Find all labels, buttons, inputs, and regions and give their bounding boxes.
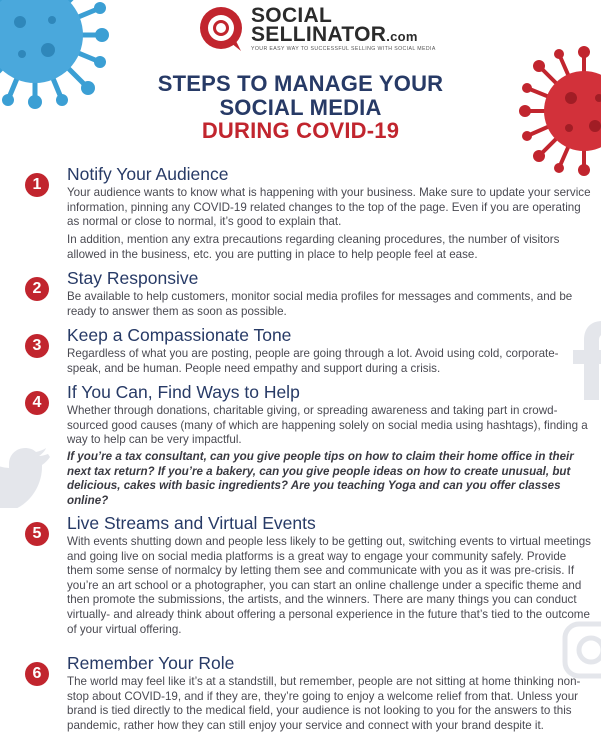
page-title-line2: SOCIAL MEDIA [219,95,382,120]
step-number-badge: 5 [25,522,49,546]
step-title: Stay Responsive [67,268,199,288]
step-number-badge: 3 [25,334,49,358]
brand-header [197,3,457,55]
page-title-line3: DURING COVID-19 [201,118,400,143]
step-paragraph: In addition, mention any extra precautions regarding cleaning procedures, the number of visitors allowed in the business, etc. you are putting in place to help people feel at ease. [67,233,560,261]
twitter-icon [0,448,50,508]
brand-name-line1: SOCIAL [251,4,333,27]
step-paragraph: Whether through donations, charitable giving, or spreading awareness and taking part in crowd-sourced good causes (many of which are happening solely on social media using hashtags), finding a way to help can be very impactful. [67,404,588,447]
step-title: Live Streams and Virtual Events [67,513,316,533]
brand-name-suffix: .com [386,29,418,44]
step-paragraph: Be available to help customers, monitor social media profiles for messages and comments, and be ready to answer them as soon as possible. [67,290,573,318]
step-paragraph: With events shutting down and people less likely to be getting out, switching events to virtual meetings and going live on social media platforms is a great way to engage your community safely. Provide them some sense of normalcy by letting them see and communicate with you as it was pre-crisis. If you’re an art school or a photographer, you can start an online challenge under a specific theme and then promote the submissions, the artists, and the winners. There are many things you can conduct virtually- and already think about offering a personal experience in the future that’s tied to the outcome of your virtual offering. [67,535,591,636]
step-title: Keep a Compassionate Tone [67,325,292,345]
step-paragraph: Your audience wants to know what is happening with your business. Make sure to update your service information, pinning any COVID-19 related changes to the top of the page. Even if you are operating as normal or close to normal, it’s good to explain that. [67,186,591,229]
step-title: Remember Your Role [67,653,235,673]
brand-name [251,6,418,46]
step-number-badge: 6 [25,662,49,686]
q-chat-bubble-icon [197,5,245,53]
step-example-paragraph: If you’re a tax consultant, can you give people tips on how to claim their home office in their next tax return? If you’re a bakery, can you give people ideas on how to create unusual, but delicious, cakes with basic ingredients? Are you teaching Yoga and can you offer classes online? [67,450,574,507]
step-number-badge: 4 [25,391,49,415]
step-number-badge: 2 [25,277,49,301]
step-number-badge: 1 [25,173,49,197]
step-paragraph: The world may feel like it’s at a standstill, but remember, people are not sitting at home thinking non-stop about COVID-19, and if they are, they’re going to enjoy a welcome relief from that. Unless your brand is tied directly to the medical field, your audience is not looking to you for the answers to this pandemic, rather how they can still enjoy your service and connect with your brand despite it. [67,675,581,732]
page-title-line1: STEPS TO MANAGE YOUR [157,71,444,96]
brand-tagline: YOUR EASY WAY TO SUCCESSFUL SELLING WITH SOCIAL MEDIA [251,46,436,52]
brand-name-line2: SELLINATOR [251,23,387,46]
step-paragraph: Regardless of what you are posting, people are going through a lot. Avoid using cold, corporate-speak, and be human. People need empathy and support during a crisis. [67,347,559,375]
step-title: If You Can, Find Ways to Help [67,382,300,402]
step-title: Notify Your Audience [67,164,229,184]
